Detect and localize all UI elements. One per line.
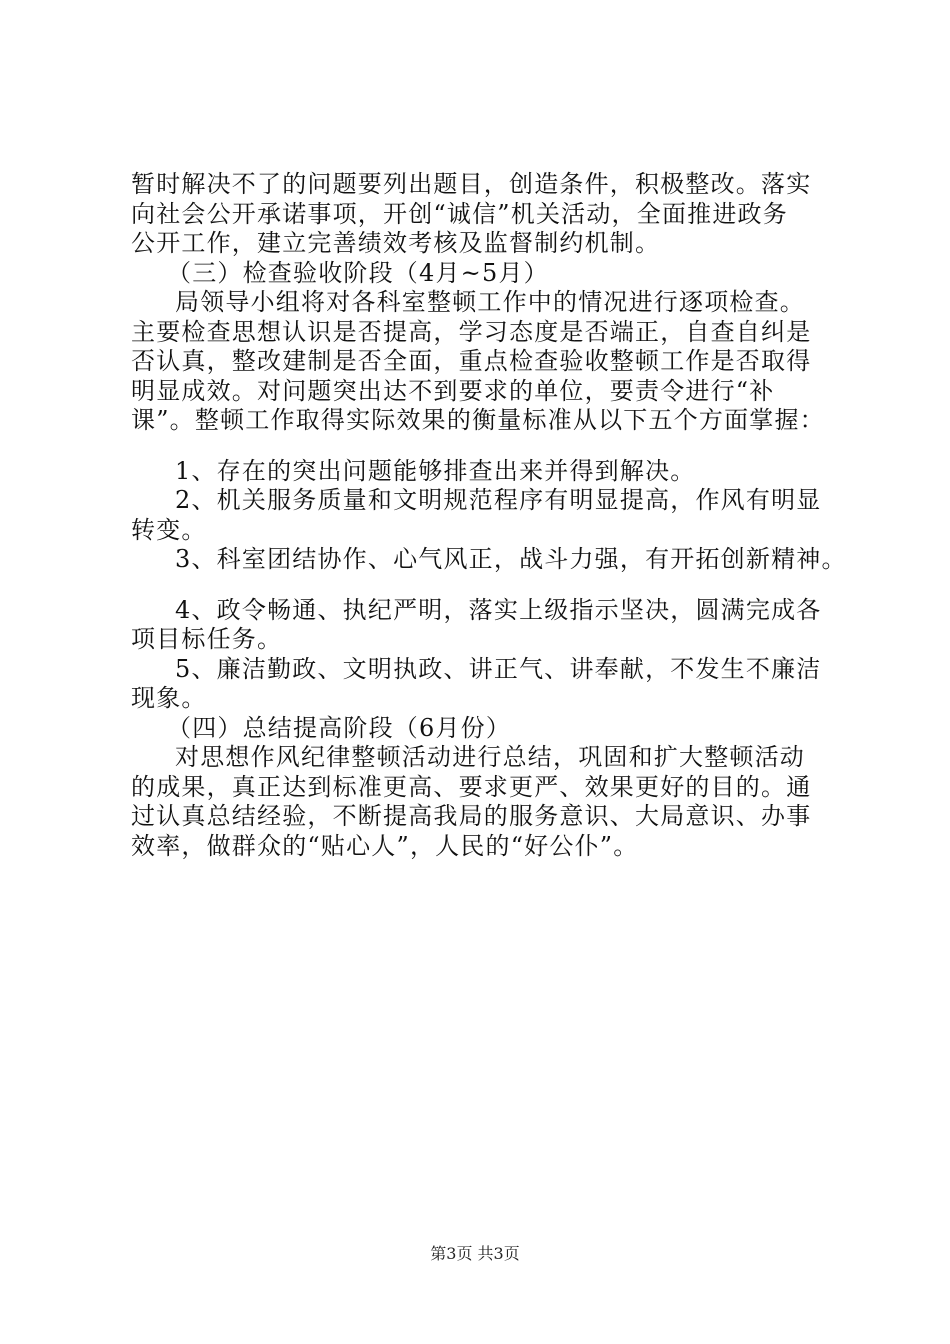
text-line: 5、廉洁勤政、文明执政、讲正气、讲奉献，不发生不廉洁 bbox=[175, 654, 822, 683]
text-line: 课”。整顿工作取得实际效果的衡量标准从以下五个方面掌握： bbox=[131, 406, 825, 434]
text-line: 转变。 bbox=[131, 515, 207, 544]
text-line: 的成果，真正达到标准更高、要求更严、效果更好的目的。通 bbox=[131, 772, 812, 801]
paragraph-summary bbox=[131, 743, 851, 861]
list-item-1: 1、存在的突出问题能够排查出来并得到解决。 bbox=[175, 456, 696, 485]
text-line: 局领导小组将对各科室整顿工作中的情况进行逐项检查。 bbox=[175, 288, 805, 316]
text-line: 公开工作，建立完善绩效考核及监督制约机制。 bbox=[131, 229, 661, 257]
text-line: 项目标任务。 bbox=[131, 625, 283, 653]
text-line: 现象。 bbox=[131, 684, 207, 712]
text-line: 4、政令畅通、执纪严明，落实上级指示坚决，圆满完成各 bbox=[175, 595, 822, 624]
list-item-4 bbox=[131, 596, 851, 655]
text-line: 明显成效。对问题突出达不到要求的单位，要责令进行“补 bbox=[131, 376, 775, 405]
spacer bbox=[131, 436, 851, 457]
document-body bbox=[131, 170, 851, 861]
section-heading-4: （四）总结提高阶段（6月份） bbox=[167, 713, 512, 742]
text-line: 2、机关服务质量和文明规范程序有明显提高，作风有明显 bbox=[175, 486, 822, 514]
paragraph-continuation bbox=[131, 170, 851, 259]
paragraph-inspection bbox=[131, 288, 851, 436]
text-line: 暂时解决不了的问题要列出题目，创造条件，积极整改。落实 bbox=[131, 170, 812, 198]
text-line: 向社会公开承诺事项，开创“诚信”机关活动，全面推进政务 bbox=[131, 199, 788, 228]
section-heading-3: （三）检查验收阶段（4月~5月） bbox=[167, 258, 549, 287]
list-item-3: 3、科室团结协作、心气风正，战斗力强，有开拓创新精神。 bbox=[175, 545, 847, 573]
spacer bbox=[131, 575, 851, 596]
list-item-2 bbox=[131, 486, 851, 545]
page-footer: 第3页 共3页 bbox=[430, 1244, 520, 1263]
list-item-5 bbox=[131, 655, 851, 714]
text-line: 过认真总结经验，不断提高我局的服务意识、大局意识、办事 bbox=[131, 802, 812, 830]
text-line: 主要检查思想认识是否提高，学习态度是否端正，自查自纠是 bbox=[131, 317, 812, 346]
text-line: 对思想作风纪律整顿活动进行总结，巩固和扩大整顿活动 bbox=[175, 743, 805, 771]
text-line: 否认真，整改建制是否全面，重点检查验收整顿工作是否取得 bbox=[131, 347, 812, 375]
text-line: 效率，做群众的“贴心人”，人民的“好公仆”。 bbox=[131, 831, 639, 860]
